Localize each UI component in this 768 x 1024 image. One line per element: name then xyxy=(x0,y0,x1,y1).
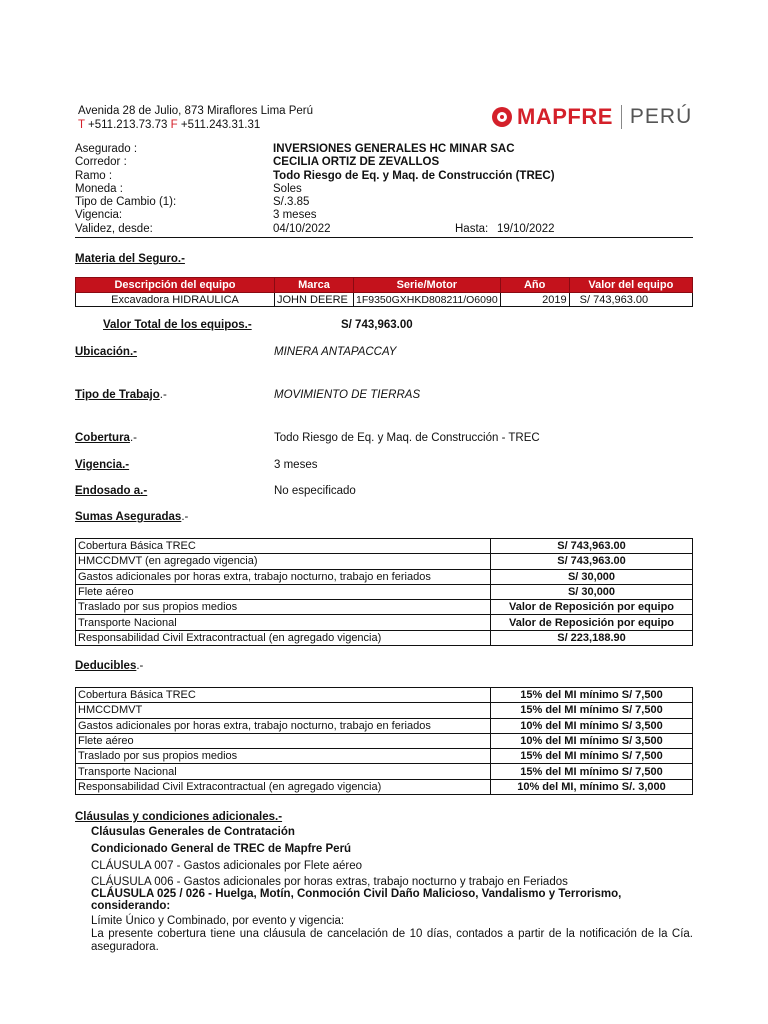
validez-desde-value: 04/10/2022 xyxy=(273,222,331,235)
equipo-descripcion: Excavadora HIDRAULICA xyxy=(76,293,275,307)
deducible-value: 10% del MI mínimo S/ 3,500 xyxy=(491,733,693,748)
suma-value: S/ 30,000 xyxy=(491,584,693,599)
suma-label: Gastos adicionales por horas extra, trabajo nocturno, trabajo en feriados xyxy=(76,569,491,584)
logo-divider xyxy=(621,105,622,129)
info-row-corredor xyxy=(75,156,693,169)
info-divider xyxy=(75,237,693,238)
ubicacion-label: Ubicación.- xyxy=(75,346,137,358)
col-marca: Marca xyxy=(275,278,354,293)
table-row xyxy=(76,293,693,307)
deducibles-suffix: .- xyxy=(136,660,144,672)
endosado-value: No especificado xyxy=(274,485,356,497)
suma-value: S/ 30,000 xyxy=(491,569,693,584)
suma-label: Transporte Nacional xyxy=(76,615,491,630)
suma-value: S/ 743,963.00 xyxy=(491,539,693,554)
deducible-value: 15% del MI mínimo S/ 7,500 xyxy=(491,749,693,764)
table-row xyxy=(76,584,693,599)
suma-value: S/ 223,188.90 xyxy=(491,630,693,645)
total-value: S/ 743,963.00 xyxy=(341,319,413,331)
deducibles-title: Deducibles xyxy=(75,660,137,672)
validez-label: Validez, desde: xyxy=(75,222,153,235)
clausula-025-026: CLÁUSULA 025 / 026 - Huelga, Motín, Conmoción Civil Daño Malicioso, Vandalismo y Terrorismo, considerando: xyxy=(91,888,622,912)
equipo-serie: 1F9350GXHKD808211/O6090 xyxy=(354,293,501,307)
deducible-value: 15% del MI mínimo S/ 7,500 xyxy=(491,703,693,718)
table-row xyxy=(76,764,693,779)
deducible-label: Flete aéreo xyxy=(76,733,491,748)
col-valor: Valor del equipo xyxy=(569,278,692,293)
table-row xyxy=(76,569,693,584)
table-row xyxy=(76,688,693,703)
suma-value: Valor de Reposición por equipo xyxy=(491,615,693,630)
corredor-value: CECILIA ORTIZ DE ZEVALLOS xyxy=(273,156,440,169)
phone-prefix: T xyxy=(78,119,85,131)
info-row-tipo-cambio xyxy=(75,196,693,209)
mapfre-emblem-icon xyxy=(492,107,512,127)
ubicacion-value: MINERA ANTAPACCAY xyxy=(274,346,397,358)
clausulas-section xyxy=(75,810,693,954)
deducible-label: Cobertura Básica TREC xyxy=(76,688,491,703)
equipo-marca: JOHN DEERE xyxy=(275,293,354,307)
limite-unico: Límite Único y Combinado, por evento y vigencia: xyxy=(91,915,345,927)
equipo-valor: S/ 743,963.00 xyxy=(569,293,692,307)
cobertura-suffix: .- xyxy=(129,432,137,444)
sumas-heading xyxy=(75,511,188,523)
corredor-label: Corredor : xyxy=(75,156,127,169)
materia-title: Materia del Seguro.- xyxy=(75,253,185,265)
col-serie: Serie/Motor xyxy=(354,278,501,293)
asegurado-label: Asegurado : xyxy=(75,143,138,155)
suma-label: HMCCDMVT (en agregado vigencia) xyxy=(76,554,491,569)
table-row xyxy=(76,600,693,615)
logo-brand-text: MAPFRE xyxy=(517,104,613,129)
suma-label: Cobertura Básica TREC xyxy=(76,539,491,554)
vigencia-section-label: Vigencia.- xyxy=(75,459,130,471)
deducibles-heading xyxy=(75,660,143,672)
table-row xyxy=(76,749,693,764)
suma-label: Responsabilidad Civil Extracontractual (en agregado vigencia) xyxy=(76,630,491,645)
suma-label: Traslado por sus propios medios xyxy=(76,600,491,615)
table-row xyxy=(76,733,693,748)
deducible-label: Transporte Nacional xyxy=(76,764,491,779)
clausulas-title: Cláusulas y condiciones adicionales.- xyxy=(75,811,283,823)
moneda-label: Moneda : xyxy=(75,182,123,195)
asegurado-value: INVERSIONES GENERALES HC MINAR SAC xyxy=(273,143,515,155)
tipo-cambio-label: Tipo de Cambio (1): xyxy=(75,196,177,209)
deducible-label: Responsabilidad Civil Extracontractual (en agregado vigencia) xyxy=(76,779,491,794)
col-anio: Año xyxy=(500,278,569,293)
deducible-label: HMCCDMVT xyxy=(76,703,491,718)
endosado-label: Endosado a.- xyxy=(75,485,148,497)
deducible-label: Traslado por sus propios medios xyxy=(76,749,491,764)
deducible-value: 10% del MI, mínimo S/. 3,000 xyxy=(491,779,693,794)
tipo-trabajo-heading xyxy=(75,389,167,401)
vigencia-section-value: 3 meses xyxy=(274,459,318,471)
tipo-trabajo-suffix: .- xyxy=(159,389,167,401)
hasta-label: Hasta: xyxy=(455,222,489,235)
moneda-value: Soles xyxy=(273,182,302,195)
vigencia-value: 3 meses xyxy=(273,209,317,222)
info-row-vigencia xyxy=(75,209,693,222)
info-row-asegurado xyxy=(75,143,693,156)
equipo-anio: 2019 xyxy=(500,293,569,307)
deducibles-table xyxy=(75,687,693,795)
equipment-header-row xyxy=(76,278,693,293)
clausula-cancelacion: La presente cobertura tiene una cláusula de cancelación de 10 días, contados a partir de la notificación de la Cía. aseguradora. xyxy=(91,928,693,953)
cobertura-heading xyxy=(75,432,137,444)
table-row xyxy=(76,630,693,645)
suma-label: Flete aéreo xyxy=(76,584,491,599)
info-row-moneda xyxy=(75,183,693,196)
tipo-trabajo-label: Tipo de Trabajo xyxy=(75,389,160,401)
fax-number: +511.243.31.31 xyxy=(180,119,261,131)
validez-hasta-value: 19/10/2022 xyxy=(497,222,555,235)
logo-country-text: PERÚ xyxy=(629,105,693,128)
sumas-title: Sumas Aseguradas xyxy=(75,511,182,523)
clausula-006: CLÁUSULA 006 - Gastos adicionales por horas extras, trabajo nocturno y trabajo en Feriados xyxy=(91,876,568,888)
equipment-table xyxy=(75,277,693,307)
ramo-label: Ramo : xyxy=(75,169,113,182)
suma-value: S/ 743,963.00 xyxy=(491,554,693,569)
info-row-validez xyxy=(75,223,693,236)
tipo-cambio-value: S/.3.85 xyxy=(273,196,310,209)
info-row-ramo xyxy=(75,170,693,183)
col-descripcion: Descripción del equipo xyxy=(76,278,275,293)
total-label: Valor Total de los equipos.- xyxy=(103,319,252,331)
contact-line xyxy=(78,118,313,132)
header-address-block xyxy=(78,104,313,132)
cobertura-value: Todo Riesgo de Eq. y Maq. de Construcción - TREC xyxy=(274,432,540,444)
policy-info xyxy=(75,143,693,236)
condicionado-general: Condicionado General de TREC de Mapfre Perú xyxy=(91,843,352,855)
suma-value: Valor de Reposición por equipo xyxy=(491,600,693,615)
deducible-value: 10% del MI mínimo S/ 3,500 xyxy=(491,718,693,733)
cobertura-label: Cobertura xyxy=(75,432,130,444)
phone-number: +511.213.73.73 xyxy=(88,119,168,131)
sumas-table xyxy=(75,538,693,646)
table-row xyxy=(76,779,693,794)
address-line: Avenida 28 de Julio, 873 Miraflores Lima Perú xyxy=(78,105,314,117)
mapfre-logo xyxy=(492,102,692,132)
deducible-value: 15% del MI mínimo S/ 7,500 xyxy=(491,688,693,703)
table-row xyxy=(76,718,693,733)
deducible-value: 15% del MI mínimo S/ 7,500 xyxy=(491,764,693,779)
vigencia-label: Vigencia: xyxy=(75,209,123,222)
table-row xyxy=(76,703,693,718)
clausulas-generales: Cláusulas Generales de Contratación xyxy=(91,826,295,838)
sumas-suffix: .- xyxy=(181,511,189,523)
ramo-value: Todo Riesgo de Eq. y Maq. de Construcción (TREC) xyxy=(273,169,555,182)
table-row xyxy=(76,539,693,554)
table-row xyxy=(76,554,693,569)
fax-prefix: F xyxy=(170,119,178,131)
deducible-label: Gastos adicionales por horas extra, trabajo nocturno, trabajo en feriados xyxy=(76,718,491,733)
table-row xyxy=(76,615,693,630)
tipo-trabajo-value: MOVIMIENTO DE TIERRAS xyxy=(274,389,421,401)
clausula-007: CLÁUSULA 007 - Gastos adicionales por Flete aéreo xyxy=(91,860,363,872)
